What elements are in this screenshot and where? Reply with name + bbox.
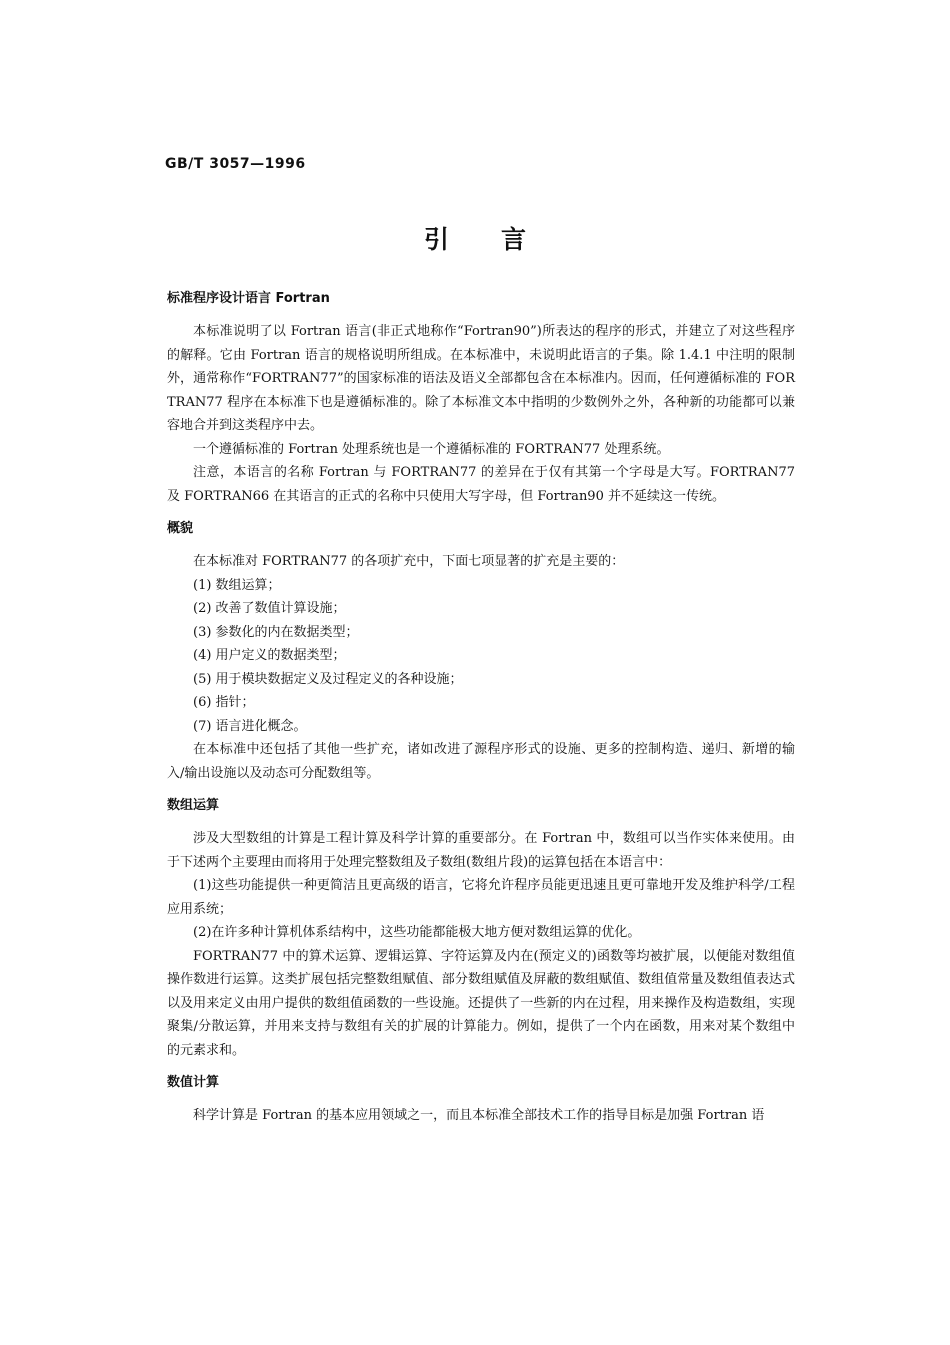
paragraph: (2)在许多种计算机体系结构中，这些功能都能极大地方便对数组运算的优化。 xyxy=(193,925,641,940)
paragraph: 科学计算是 Fortran 的基本应用领域之一，而且本标准全部技术工作的指导目标是加强 Fortran 语 xyxy=(193,1108,765,1123)
paragraph: 在本标准对 FORTRAN77 的各项扩充中，下面七项显著的扩充是主要的： xyxy=(193,554,625,569)
standard-number: GB/T 3057—1996 xyxy=(165,156,306,172)
paragraph: (1)这些功能提供一种更简洁且更高级的语言，它将允许程序员能更迅速且更可靠地开发及维护科学/工程应用系统； xyxy=(167,878,795,917)
section-numerical-computation xyxy=(167,1072,795,1128)
paragraph: 注意，本语言的名称 Fortran 与 FORTRAN77 的差异在于仅有其第一个字母是大写。FORTRAN77 及 FORTRAN66 在其语言的正式的名称中只使用大写字母，但 Fortran90 并不延续这一传统。 xyxy=(167,465,795,504)
list-item: (2) 改善了数值计算设施； xyxy=(193,601,346,616)
section-heading: 数值计算 xyxy=(167,1075,220,1090)
section-heading: 概貌 xyxy=(167,521,194,536)
list-item: (3) 参数化的内在数据类型； xyxy=(193,624,359,640)
paragraph: FORTRAN77 中的算术运算、逻辑运算、字符运算及内在(预定义的)函数等均被扩展，以便能对数组值操作数进行运算。这类扩展包括完整数组赋值、部分数组赋值及屏蔽的数组赋值、数组值常量及数组值表达式以及用来定义由用户提供的数组值函数的一些设施。还提供了一些新的内在过程，用来操作及构造数组，实现聚集/分散运算，并用来支持与数组有关的扩展的计算能力。例如，提供了一个内在函数，用来对某个数组中的元素求和。 xyxy=(167,948,795,1058)
main-content xyxy=(167,288,795,1138)
list-item: (7) 语言进化概念。 xyxy=(193,718,307,734)
list-item: (6) 指针； xyxy=(193,695,255,710)
paragraph: 本标准说明了以 Fortran 语言(非正式地称作“Fortran90”)所表达的程序的形式，并建立了对这些程序的解释。它由 Fortran 语言的规格说明所组成。在本标准中，未说明此语言的子集。除 1.4.1 中注明的限制外，通常称作“FORTRAN77”的国家标准的语法及语义全部都包含在本标准内。因而，任何遵循标准的 FORTRAN77 程序在本标准下也是遵循标准的。除了本标准文本中指明的少数例外之外，各种新的功能都可以兼容地合并到这类程序中去。 xyxy=(167,324,795,433)
section-fortran-intro xyxy=(167,288,795,508)
section-heading: 标准程序设计语言 Fortran xyxy=(167,291,330,306)
page-title: 引言 xyxy=(423,225,578,254)
list-item: (4) 用户定义的数据类型； xyxy=(193,648,346,663)
paragraph: 一个遵循标准的 Fortran 处理系统也是一个遵循标准的 FORTRAN77 处理系统。 xyxy=(193,441,670,457)
list-item: (1) 数组运算； xyxy=(193,577,281,593)
section-heading: 数组运算 xyxy=(167,798,220,813)
section-overview xyxy=(167,518,795,785)
paragraph: 在本标准中还包括了其他一些扩充，诸如改进了源程序形式的设施、更多的控制构造、递归、新增的输入/输出设施以及动态可分配数组等。 xyxy=(167,742,795,781)
paragraph: 涉及大型数组的计算是工程计算及科学计算的重要部分。在 Fortran 中，数组可以当作实体来使用。由于下述两个主要理由而将用于处理完整数组及子数组(数组片段)的运算包括在本语言中： xyxy=(167,831,795,870)
list-item: (5) 用于模块数据定义及过程定义的各种设施； xyxy=(193,671,463,687)
section-array-operations xyxy=(167,795,795,1062)
